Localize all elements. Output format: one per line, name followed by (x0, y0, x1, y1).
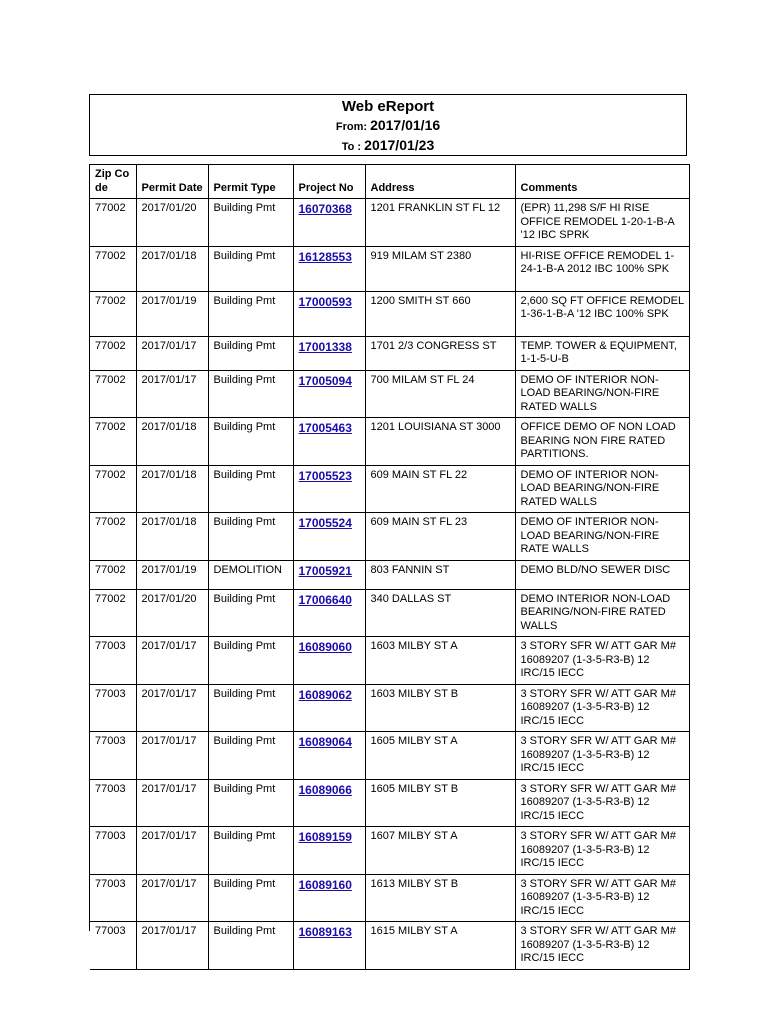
project-no-cell (293, 732, 365, 780)
header-comments: Comments (515, 165, 689, 199)
permit-date-cell: 2017/01/17 (136, 684, 208, 732)
address-cell: 1613 MILBY ST B (365, 874, 515, 922)
comments-cell: DEMO OF INTERIOR NON-LOAD BEARING/NON-FIRE RATE WALLS (515, 513, 689, 561)
comments-cell: 3 STORY SFR W/ ATT GAR M# 16089207 (1-3-5-R3-B) 12 IRC/15 IECC (515, 779, 689, 827)
project-link[interactable]: 17005094 (298, 373, 352, 388)
project-no-cell (293, 779, 365, 827)
project-link[interactable]: 16070368 (298, 202, 352, 216)
comments-cell: 2,600 SQ FT OFFICE REMODEL 1-36-1-B-A '12 IBC 100% SPK (515, 291, 689, 336)
zip-cell: 77003 (90, 779, 136, 827)
comments-cell: DEMO OF INTERIOR NON-LOAD BEARING/NON-FIRE RATED WALLS (515, 465, 689, 513)
permit-date-cell: 2017/01/19 (136, 560, 208, 589)
address-cell: 609 MAIN ST FL 23 (365, 513, 515, 561)
permit-date-cell: 2017/01/18 (136, 513, 208, 561)
project-link[interactable]: 17005921 (298, 563, 352, 578)
table-row (90, 922, 689, 970)
project-link[interactable]: 16128553 (298, 249, 352, 264)
permit-type-cell: Building Pmt (208, 589, 293, 637)
project-no-cell (293, 418, 365, 466)
comments-cell: 3 STORY SFR W/ ATT GAR M# 16089207 (1-3-5-R3-B) 12 IRC/15 IECC (515, 684, 689, 732)
address-cell: 1615 MILBY ST A (365, 922, 515, 970)
permit-type-cell: Building Pmt (208, 246, 293, 291)
zip-cell: 77002 (90, 199, 136, 247)
permit-date-cell: 2017/01/17 (136, 336, 208, 370)
project-no-cell (293, 922, 365, 970)
zip-cell: 77002 (90, 560, 136, 589)
permit-date-cell: 2017/01/17 (136, 874, 208, 922)
from-line (90, 116, 686, 136)
comments-cell: TEMP. TOWER & EQUIPMENT, 1-1-5-U-B (515, 336, 689, 370)
zip-cell: 77002 (90, 513, 136, 561)
project-link[interactable]: 17005523 (298, 468, 352, 483)
table-row (90, 199, 689, 247)
project-no-cell (293, 370, 365, 418)
permit-type-cell: Building Pmt (208, 418, 293, 466)
address-cell: 919 MILAM ST 2380 (365, 246, 515, 291)
permit-type-cell: Building Pmt (208, 732, 293, 780)
table-row (90, 291, 689, 336)
to-label: To : (341, 141, 362, 153)
permit-date-cell: 2017/01/17 (136, 779, 208, 827)
permit-type-cell: Building Pmt (208, 779, 293, 827)
project-link[interactable]: 16089062 (298, 687, 352, 702)
to-date: 2017/01/23 (364, 137, 435, 153)
permit-type-cell: Building Pmt (208, 465, 293, 513)
project-link[interactable]: 16089064 (298, 735, 352, 749)
project-link[interactable]: 17000593 (298, 294, 352, 309)
comments-cell: HI-RISE OFFICE REMODEL 1-24-1-B-A 2012 IBC 100% SPK (515, 246, 689, 291)
project-no-cell (293, 246, 365, 291)
from-date: 2017/01/16 (370, 117, 441, 133)
permit-table (90, 165, 690, 970)
project-no-cell (293, 291, 365, 336)
comments-cell: DEMO BLD/NO SEWER DISC (515, 560, 689, 589)
comments-cell: 3 STORY SFR W/ ATT GAR M# 16089207 (1-3-5-R3-B) 12 IRC/15 IECC (515, 732, 689, 780)
project-no-cell (293, 336, 365, 370)
comments-cell: 3 STORY SFR W/ ATT GAR M# 16089207 (1-3-5-R3-B) 12 IRC/15 IECC (515, 874, 689, 922)
project-link[interactable]: 17005463 (298, 421, 352, 435)
project-no-cell (293, 465, 365, 513)
header-project-no: Project No (293, 165, 365, 199)
address-cell: 340 DALLAS ST (365, 589, 515, 637)
table-row (90, 684, 689, 732)
permit-date-cell: 2017/01/20 (136, 199, 208, 247)
zip-cell: 77002 (90, 465, 136, 513)
zip-cell: 77002 (90, 589, 136, 637)
table-row (90, 589, 689, 637)
permit-type-cell: Building Pmt (208, 874, 293, 922)
table-row (90, 370, 689, 418)
header-zip: Zip Code (90, 165, 136, 199)
permit-date-cell: 2017/01/17 (136, 732, 208, 780)
comments-cell: DEMO INTERIOR NON-LOAD BEARING/NON-FIRE RATED WALLS (515, 589, 689, 637)
address-cell: 1200 SMITH ST 660 (365, 291, 515, 336)
address-cell: 1603 MILBY ST A (365, 637, 515, 685)
table-row (90, 827, 689, 875)
permit-type-cell: Building Pmt (208, 291, 293, 336)
address-cell: 1201 FRANKLIN ST FL 12 (365, 199, 515, 247)
address-cell: 1603 MILBY ST B (365, 684, 515, 732)
zip-cell: 77003 (90, 637, 136, 685)
project-no-cell (293, 827, 365, 875)
permit-date-cell: 2017/01/17 (136, 922, 208, 970)
permit-date-cell: 2017/01/17 (136, 637, 208, 685)
header-permit-type: Permit Type (208, 165, 293, 199)
project-link[interactable]: 16089160 (298, 877, 352, 892)
zip-cell: 77002 (90, 246, 136, 291)
comments-cell: 3 STORY SFR W/ ATT GAR M# 16089207 (1-3-5-R3-B) 12 IRC/15 IECC (515, 922, 689, 970)
zip-cell: 77002 (90, 336, 136, 370)
project-no-cell (293, 684, 365, 732)
zip-cell: 77003 (90, 922, 136, 970)
from-label: From: (335, 121, 368, 133)
permit-date-cell: 2017/01/18 (136, 418, 208, 466)
project-link[interactable]: 16089159 (298, 830, 352, 844)
table-row (90, 465, 689, 513)
table-row (90, 637, 689, 685)
address-cell: 1201 LOUISIANA ST 3000 (365, 418, 515, 466)
permit-date-cell: 2017/01/18 (136, 465, 208, 513)
comments-cell: (EPR) 11,298 S/F HI RISE OFFICE REMODEL 1-20-1-B-A '12 IBC SPRK (515, 199, 689, 247)
permit-date-cell: 2017/01/17 (136, 370, 208, 418)
permit-type-cell: Building Pmt (208, 199, 293, 247)
comments-cell: 3 STORY SFR W/ ATT GAR M# 16089207 (1-3-5-R3-B) 12 IRC/15 IECC (515, 637, 689, 685)
address-cell: 1607 MILBY ST A (365, 827, 515, 875)
address-cell: 803 FANNIN ST (365, 560, 515, 589)
comments-cell: 3 STORY SFR W/ ATT GAR M# 16089207 (1-3-5-R3-B) 12 IRC/15 IECC (515, 827, 689, 875)
report-header (89, 94, 687, 156)
permit-date-cell: 2017/01/19 (136, 291, 208, 336)
project-no-cell (293, 513, 365, 561)
table-row (90, 874, 689, 922)
table-row (90, 732, 689, 780)
permit-type-cell: Building Pmt (208, 684, 293, 732)
permit-type-cell: Building Pmt (208, 370, 293, 418)
permit-date-cell: 2017/01/18 (136, 246, 208, 291)
table-body (90, 199, 689, 970)
zip-cell: 77003 (90, 732, 136, 780)
permit-table-container (89, 164, 690, 964)
table-row (90, 560, 689, 589)
report-title: Web eReport (341, 98, 435, 115)
address-cell: 1605 MILBY ST A (365, 732, 515, 780)
table-row (90, 513, 689, 561)
project-link[interactable]: 16089066 (298, 782, 352, 797)
permit-type-cell: Building Pmt (208, 513, 293, 561)
header-address: Address (365, 165, 515, 199)
project-no-cell (293, 560, 365, 589)
to-line (90, 136, 686, 156)
zip-cell: 77002 (90, 418, 136, 466)
table-row (90, 246, 689, 291)
permit-type-cell: Building Pmt (208, 637, 293, 685)
project-no-cell (293, 637, 365, 685)
address-cell: 609 MAIN ST FL 22 (365, 465, 515, 513)
permit-type-cell: Building Pmt (208, 336, 293, 370)
zip-cell: 77003 (90, 874, 136, 922)
table-row (90, 779, 689, 827)
permit-date-cell: 2017/01/17 (136, 827, 208, 875)
project-link[interactable]: 17005524 (298, 516, 352, 530)
project-no-cell (293, 874, 365, 922)
header-permit-date: Permit Date (136, 165, 208, 199)
table-row (90, 418, 689, 466)
project-link[interactable]: 17001338 (298, 339, 352, 354)
permit-date-cell: 2017/01/20 (136, 589, 208, 637)
permit-type-cell: DEMOLITION (208, 560, 293, 589)
zip-cell: 77003 (90, 827, 136, 875)
zip-cell: 77002 (90, 291, 136, 336)
zip-cell: 77002 (90, 370, 136, 418)
permit-type-cell: Building Pmt (208, 827, 293, 875)
comments-cell: DEMO OF INTERIOR NON-LOAD BEARING/NON-FIRE RATED WALLS (515, 370, 689, 418)
address-cell: 1605 MILBY ST B (365, 779, 515, 827)
project-link[interactable]: 17006640 (298, 592, 352, 607)
zip-cell: 77003 (90, 684, 136, 732)
project-link[interactable]: 16089060 (298, 640, 352, 654)
address-cell: 1701 2/3 CONGRESS ST (365, 336, 515, 370)
project-no-cell (293, 589, 365, 637)
table-header-row (90, 165, 689, 199)
address-cell: 700 MILAM ST FL 24 (365, 370, 515, 418)
project-no-cell (293, 199, 365, 247)
permit-type-cell: Building Pmt (208, 922, 293, 970)
project-link[interactable]: 16089163 (298, 925, 352, 939)
comments-cell: OFFICE DEMO OF NON LOAD BEARING NON FIRE RATED PARTITIONS. (515, 418, 689, 466)
table-row (90, 336, 689, 370)
